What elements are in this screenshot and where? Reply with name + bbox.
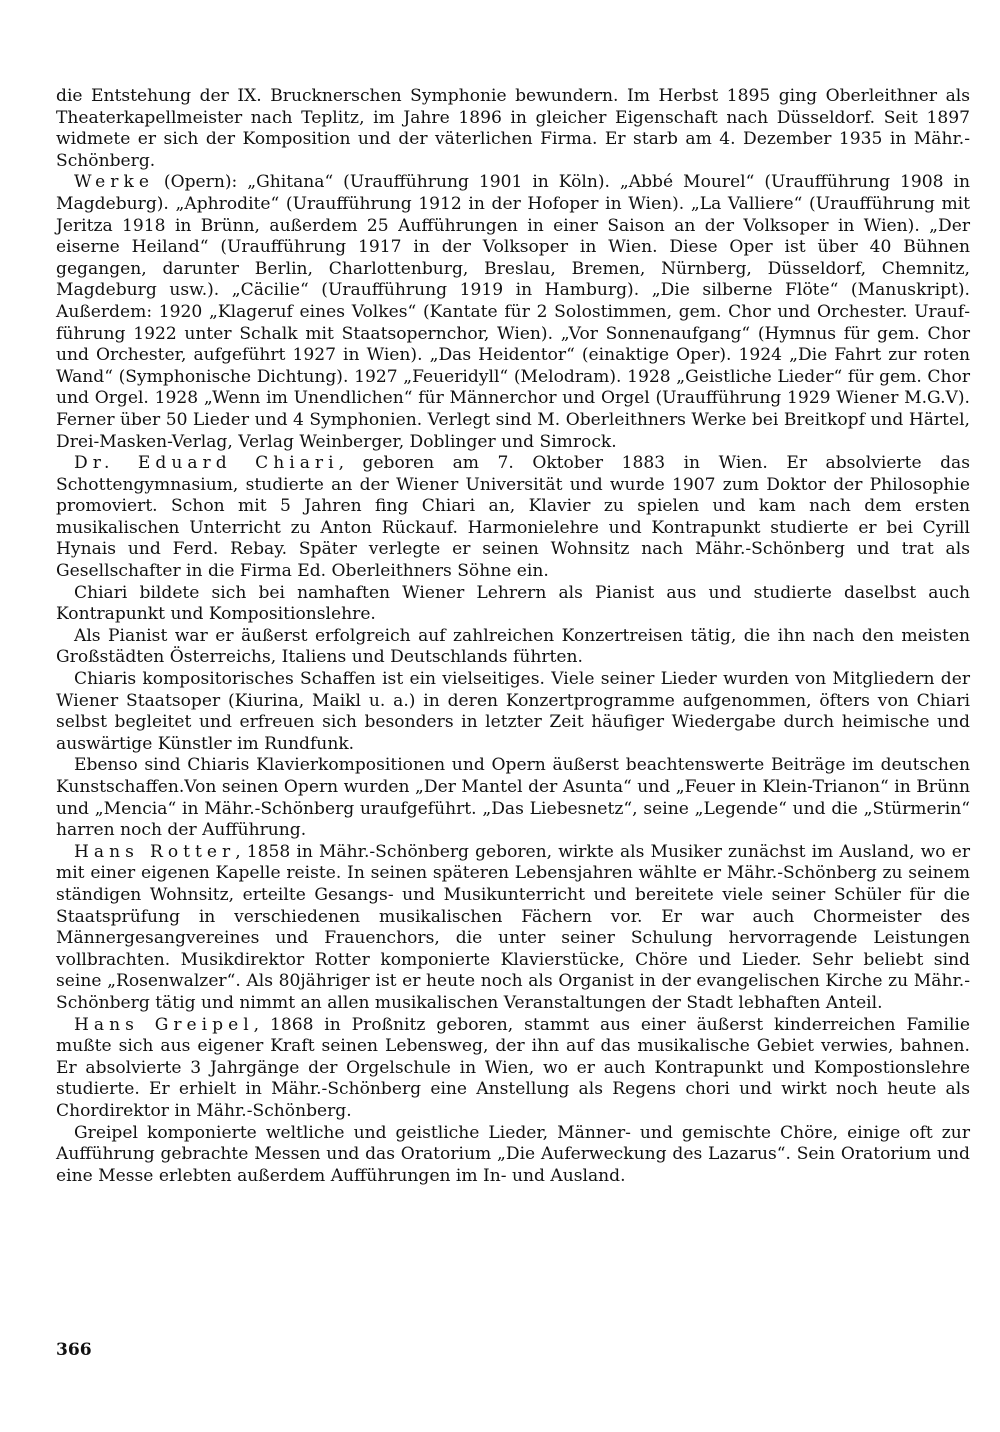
paragraph-text: Ebenso sind Chiaris Klavierkompositionen und Opern äußerst beachtenswerte Beiträge im deutschen Kunstschaffen.Von seinen Opern wurden „Der Mantel der Asunta“ und „Feuer in Klein-Trianon“ in Brünn und „Mencia“ in Mähr.-Schönberg uraufgeführt. „Das Liebesnetz“, seine „Legende“ und die „Stürmerin“ harren noch der Aufführung. bbox=[56, 755, 970, 841]
paragraph-lead: Hans Rotter bbox=[74, 841, 236, 862]
paragraph-text: die Entstehung der IX. Brucknerschen Symphonie bewundern. Im Herbst 1895 ging Oberleithner als Theaterkapellmeister nach Teplitz, im Jahre 1896 in gleicher Eigenschaft nach Düsseldorf. Seit 1897 widmete er sich der Komposition und der väterlichen Firma. Er starb am 4. Dezember 1935 in Mähr.-Schönberg. bbox=[56, 86, 970, 171]
paragraph-lead: Hans Greipel bbox=[74, 1014, 254, 1035]
paragraph-greipel-works bbox=[56, 1123, 970, 1188]
paragraph-text: Greipel komponierte weltliche und geistliche Lieder, Männer- und gemischte Chöre, einige oft zur Aufführung gebrachte Messen und das Oratorium „Die Auferweckung des Lazarus“. Sein Oratorium und eine Messe erlebten außerdem Aufführungen im In- und Ausland. bbox=[56, 1122, 970, 1186]
paragraph-lead: Werke bbox=[74, 172, 154, 193]
paragraph-greipel bbox=[56, 1015, 970, 1123]
paragraph-text: Chiaris kompositorisches Schaffen ist ein vielseitiges. Viele seiner Lieder wurden von Mitgliedern der Wiener Staatsoper (Kiurina, Maikl u. a.) in deren Konzertprogramme aufgenommen, öfters von Chiari selbst begleitet und erfreuen sich besonders in letzter Zeit häufiger Wiedergabe durch heimische und auswärtige Künstler im Rundfunk. bbox=[56, 669, 970, 754]
paragraph-text: , 1868 in Proßnitz geboren, stammt aus einer äußerst kinderreichen Familie mußte sich aus eigener Kraft seinen Lebensweg, der ihn auf das musikalische Gebiet verwies, bahnen. Er absolvierte 3 Jahrgänge der Orgelschule in Wien, wo er auch Kontrapunkt und Kompostionslehre studierte. Er erhielt in Mähr.-Schönberg eine Anstellung als Regens chori und wirkt noch heute als Chordirektor in Mähr.-Schönberg. bbox=[56, 1014, 970, 1121]
paragraph-text: Chiari bildete sich bei namhaften Wiener Lehrern als Pianist aus und studierte daselbst auch Kontrapunkt und Kompositionslehre. bbox=[56, 582, 970, 625]
paragraph-chiari-works bbox=[56, 669, 970, 755]
page-number: 366 bbox=[56, 1340, 92, 1360]
paragraph-chiari-concerts bbox=[56, 626, 970, 669]
paragraph-chiari-intro bbox=[56, 453, 970, 583]
paragraph-lead: Dr. Eduard Chiari bbox=[74, 453, 339, 474]
paragraph-oberleithner-bio-end bbox=[56, 86, 970, 172]
paragraph-rotter bbox=[56, 842, 970, 1015]
paragraph-text: , geboren am 7. Oktober 1883 in Wien. Er absolvierte das Schottengymnasium, studierte an der Wiener Universität und wurde 1907 zum Doktor der Philosophie promoviert. Schon mit 5 Jahren fing Chiari an, Klavier zu spielen und kam nach dem ersten musikalischen Unterricht zu Anton Rückauf. Harmonielehre und Kontrapunkt studierte er bei Cyrill Hynais und Ferd. Rebay. Später verlegte er seinen Wohnsitz nach Mähr.-Schönberg und trat als Gesellschafter in die Firma Ed. Oberleithners Söhne ein. bbox=[56, 453, 970, 582]
paragraph-chiari-operas bbox=[56, 755, 970, 841]
paragraph-text: , 1858 in Mähr.-Schönberg geboren, wirkte als Musiker zunächst im Ausland, wo er mit einer eigenen Kapelle reiste. In seinen späteren Lebensjahren wählte er Mähr.-Schönberg zu seinem ständigen Wohnsitz, erteilte Gesangs- und Musikunterricht und bereitete viele seiner Schüler für die Staatsprüfung in verschiedenen musikalischen Fächern vor. Er war auch Chormeister des Männergesangvereines und Frauenchors, die unter seiner Schulung hervorragende Leistungen vollbrachten. Musikdirektor Rotter komponierte Klavierstücke, Chöre und Lieder. Sehr beliebt sind seine „Rosenwalzer“. Als 80jähriger ist er heute noch als Organist in der evangelischen Kirche zu Mähr.-Schönberg tätig und nimmt an allen musikalischen Veranstaltungen der Stadt lebhaften Anteil. bbox=[56, 841, 970, 1013]
paragraph-text: Als Pianist war er äußerst erfolgreich auf zahlreichen Konzertreisen tätig, die ihn nach den meisten Großstädten Österreichs, Italiens und Deutschlands führten. bbox=[56, 625, 970, 668]
page-body bbox=[56, 86, 970, 1187]
paragraph-werke bbox=[56, 172, 970, 453]
paragraph-text: (Opern): „Ghitana“ (Uraufführung 1901 in Köln). „Abbé Mourel“ (Uraufführung 1908 in Magdeburg). „Aphrodite“ (Uraufführung 1912 in der Hofoper in Wien). „La Valliere“ (Uraufführung mit Jeritza 1918 in Brünn, außerdem 25 Aufführungen in einer Saison an der Volksoper in Wien). „Der eiserne Heiland“ (Uraufführung 1917 in der Volksoper in Wien. Diese Oper ist über 40 Bühnen gegangen, darunter Berlin, Charlottenburg, Breslau, Bremen, Nürnberg, Düsseldorf, Chemnitz, Magdeburg usw.). „Cäcilie“ (Uraufführung 1919 in Hamburg). „Die silberne Flöte“ (Manuskript). Außerdem: 1920 „Klageruf eines Volkes“ (Kantate für 2 Solostimmen, gem. Chor und Orchester. Uraufführung 1922 unter Schalk mit Staatsopernchor, Wien). „Vor Sonnenaufgang“ (Hymnus für gem. Chor und Orchester, aufgeführt 1927 in Wien). „Das Heidentor“ (einaktige Oper). 1924 „Die Fahrt zur roten Wand“ (Symphonische Dichtung). 1927 „Feueridyll“ (Melodram). 1928 „Geistliche Lieder“ für gem. Chor und Orgel. 1928 „Wenn im Unendlichen“ für Männerchor und Orgel (Uraufführung 1929 Wiener M.G.V). Ferner über 50 Lieder und 4 Symphonien. Verlegt sind M. Oberleithners Werke bei Breitkopf und Härtel, Drei-Masken-Verlag, Verlag Weinberger, Doblinger und Simrock. bbox=[56, 172, 970, 452]
paragraph-chiari-pianist bbox=[56, 583, 970, 626]
